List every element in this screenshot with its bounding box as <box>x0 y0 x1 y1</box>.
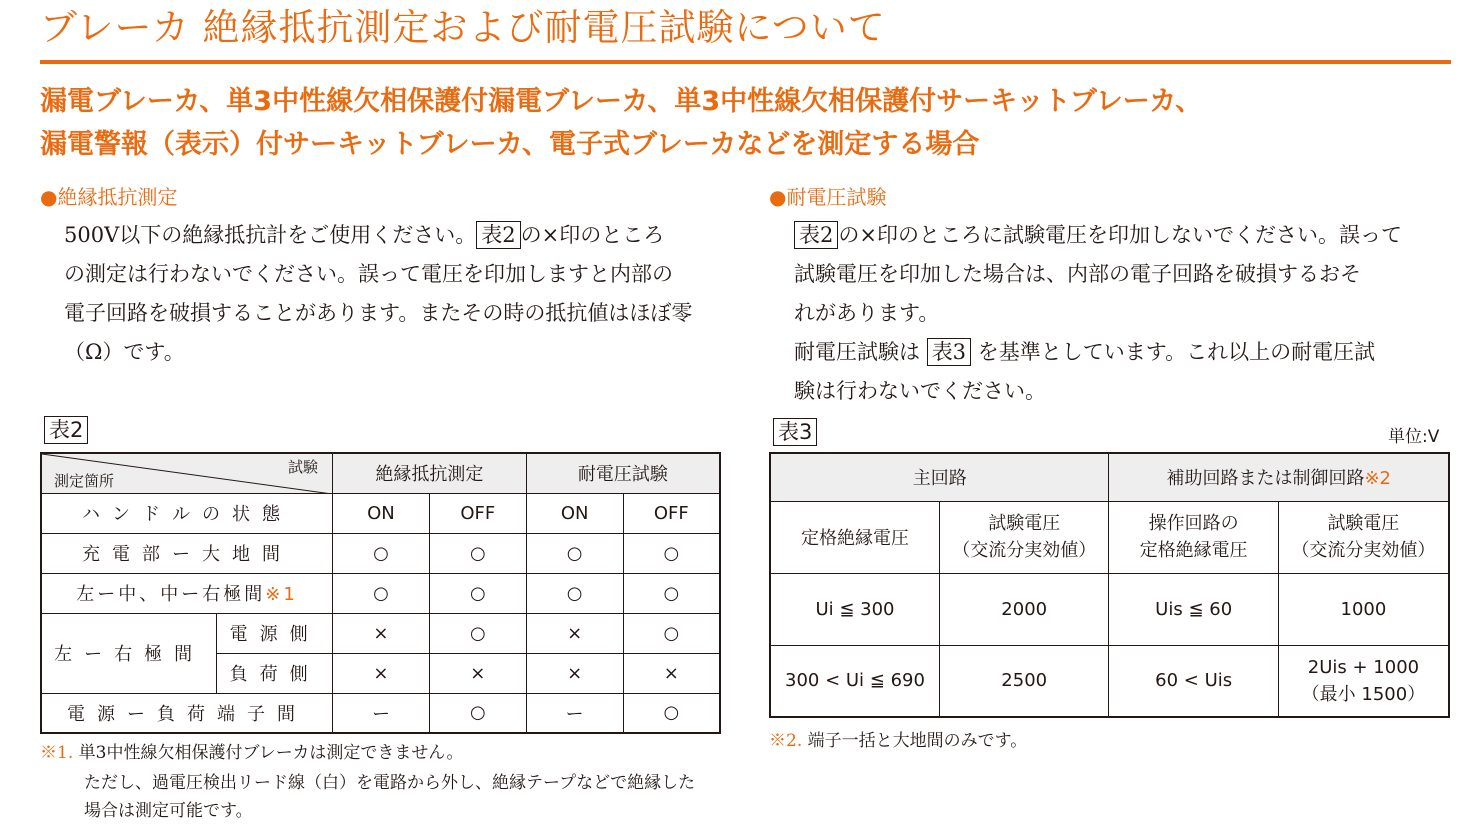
footnote-mark: ※1. <box>40 743 74 763</box>
corner-bottom-label: 測定箇所 <box>54 471 115 490</box>
table-row <box>41 493 720 533</box>
text: 操作回路の <box>1148 513 1239 534</box>
table-row <box>770 453 1449 501</box>
insulation-line-3: 電子回路を破損することがあります。またその時の抵抗値はほぼ零 <box>64 301 693 325</box>
table2-label: 表2 <box>44 416 88 444</box>
cell: OFF <box>623 493 720 533</box>
withstand-line-1 <box>794 216 1402 255</box>
insulation-line-1 <box>64 216 692 255</box>
withstand-line-5: 験は行わないでください。 <box>794 379 1046 403</box>
cell: ○ <box>429 533 526 573</box>
insulation-line-2: の測定は行わないでください。誤って電圧を印加しますと内部の <box>64 262 673 286</box>
cell: ○ <box>526 533 623 573</box>
table-row <box>770 645 1449 717</box>
col-insulation: 絶縁抵抗測定 <box>333 453 527 493</box>
text: （交流分実効値） <box>1291 540 1436 561</box>
cell: × <box>333 613 430 653</box>
text: 耐電圧試験は <box>794 340 920 364</box>
withstand-heading: ●耐電圧試験 <box>769 185 887 209</box>
table2 <box>40 452 721 734</box>
cell: ○ <box>623 693 720 733</box>
text: 定格絶縁電圧 <box>1139 540 1248 561</box>
table3-ref: 表3 <box>927 338 971 366</box>
cell: × <box>526 613 623 653</box>
subheader <box>1109 501 1278 573</box>
title-underline <box>40 60 1451 64</box>
cell: ○ <box>333 533 430 573</box>
cell: ON <box>526 493 623 533</box>
row-label <box>41 573 333 613</box>
insulation-paragraph <box>64 216 692 372</box>
table-row <box>41 533 720 573</box>
text: 単3中性線欠相保護付ブレーカは測定できません。 <box>78 743 464 763</box>
table-row <box>770 501 1449 573</box>
text: 試験電圧 <box>988 513 1061 534</box>
withstand-paragraph <box>794 216 1402 411</box>
row-label: 電源ー負荷端子間 <box>41 693 333 733</box>
cell: ON <box>333 493 430 533</box>
row-label: ハンドルの状態 <box>41 493 333 533</box>
table3-label: 表3 <box>773 418 817 446</box>
header-main-circuit: 主回路 <box>770 453 1109 501</box>
text: 2Uis + 1000 <box>1307 656 1420 678</box>
cell: Ui ≦ 300 <box>770 573 939 645</box>
table-row <box>41 453 720 493</box>
cell: × <box>526 653 623 693</box>
withstand-line-3: れがあります。 <box>794 301 940 325</box>
text: （最小 1500） <box>1301 683 1426 705</box>
cell: ○ <box>429 613 526 653</box>
cell <box>1278 645 1449 717</box>
row-group-label: 左ー右極間 <box>41 613 217 693</box>
text: 端子一括と大地間のみです。 <box>807 731 1028 751</box>
cell: ー <box>333 693 430 733</box>
table-row <box>41 613 720 653</box>
cell: 2000 <box>939 573 1109 645</box>
table-row <box>41 573 720 613</box>
text: を基準としています。これ以上の耐電圧試 <box>977 340 1376 364</box>
subheader <box>1278 501 1449 573</box>
corner-cell <box>41 453 333 493</box>
text: の×印のところ <box>520 223 665 247</box>
footnote-mark: ※2 <box>1364 468 1391 490</box>
table-row <box>770 573 1449 645</box>
cell: ○ <box>429 693 526 733</box>
cell: 1000 <box>1278 573 1449 645</box>
cell: × <box>333 653 430 693</box>
insulation-line-4: （Ω）です。 <box>64 340 185 364</box>
text: （交流分実効値） <box>952 540 1097 561</box>
header-aux-circuit <box>1109 453 1449 501</box>
cell: 2500 <box>939 645 1109 717</box>
corner-top-label: 試験 <box>288 458 319 476</box>
subheader: 定格絶縁電圧 <box>770 501 939 573</box>
col-withstand: 耐電圧試験 <box>526 453 720 493</box>
text: 500V以下の絶縁抵抗計をご使用ください。 <box>64 223 477 247</box>
row-label: 電源側 <box>217 613 333 653</box>
cell: × <box>623 653 720 693</box>
footnote-mark: ※2. <box>769 731 803 751</box>
cell: ○ <box>623 533 720 573</box>
row-label: 負荷側 <box>217 653 333 693</box>
withstand-line-2: 試験電圧を印加した場合は、内部の電子回路を破損するおそ <box>794 262 1361 286</box>
subtitle-line-2: 漏電警報（表示）付サーキットブレーカ、電子式ブレーカなどを測定する場合 <box>40 129 980 160</box>
subheader <box>939 501 1109 573</box>
note-1-line-2: ただし、過電圧検出リード線（白）を電路から外し、絶縁テープなどで絶縁した <box>84 773 696 793</box>
cell: Uis ≦ 60 <box>1109 573 1278 645</box>
cell: ○ <box>333 573 430 613</box>
cell: ○ <box>623 573 720 613</box>
withstand-line-4 <box>794 333 1402 372</box>
cell: ○ <box>623 613 720 653</box>
subtitle-line-1: 漏電ブレーカ、単3中性線欠相保護付漏電ブレーカ、単3中性線欠相保護付サーキットブレーカ、 <box>40 86 1203 117</box>
insulation-heading: ●絶縁抵抗測定 <box>40 185 178 209</box>
page-title: ブレーカ 絶縁抵抗測定および耐電圧試験について <box>40 6 886 49</box>
cell: ○ <box>526 573 623 613</box>
table3 <box>769 452 1450 718</box>
row-label: 充電部ー大地間 <box>41 533 333 573</box>
cell: ○ <box>429 573 526 613</box>
table2-ref: 表2 <box>794 221 838 249</box>
note-2 <box>769 728 1027 755</box>
footnote-mark: ※1 <box>265 584 298 605</box>
table-row <box>41 693 720 733</box>
cell: 60 < Uis <box>1109 645 1278 717</box>
cell: ー <box>526 693 623 733</box>
note-1-line-1 <box>40 740 463 767</box>
text: 左ー中、中ー右極間 <box>76 584 266 605</box>
text: 補助回路または制御回路 <box>1166 468 1365 490</box>
text: の×印のところに試験電圧を印加しないでください。誤って <box>838 223 1402 247</box>
unit-label: 単位:V <box>1388 427 1440 447</box>
cell: 300 < Ui ≦ 690 <box>770 645 939 717</box>
table2-ref: 表2 <box>476 221 520 249</box>
note-1-line-3: 場合は測定可能です。 <box>84 801 253 821</box>
cell: OFF <box>429 493 526 533</box>
cell: × <box>429 653 526 693</box>
text: 試験電圧 <box>1327 513 1400 534</box>
